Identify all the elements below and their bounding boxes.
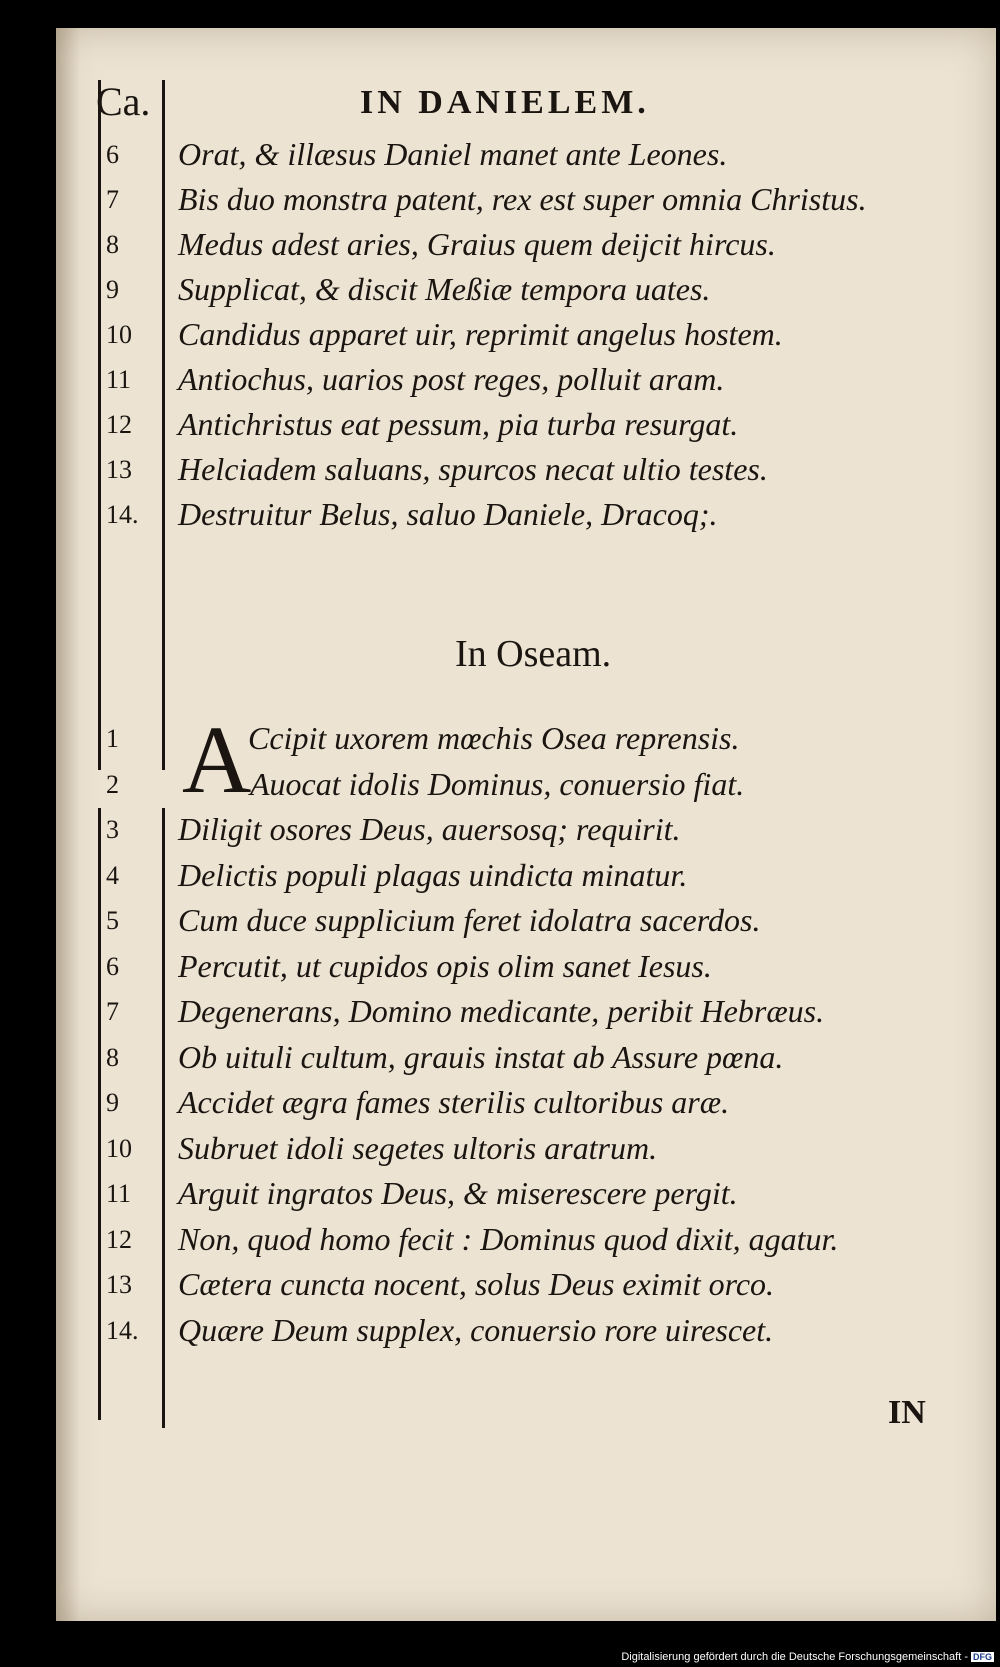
section-title: In Oseam. bbox=[455, 633, 612, 675]
osea-verse-line: Degenerans, Domino medicante, peribit Hebræus. bbox=[178, 993, 825, 1029]
osea-chapter-number: 1 bbox=[106, 724, 119, 753]
daniel-chapter-number: 6 bbox=[106, 140, 119, 169]
osea-chapter-number: 11 bbox=[106, 1179, 132, 1208]
osea-verse-line: Non, quod homo fecit : Dominus quod dixit, agatur. bbox=[178, 1220, 839, 1257]
daniel-chapter-number: 14. bbox=[106, 500, 139, 529]
osea-chapter-number: 5 bbox=[106, 906, 119, 935]
daniel-verse-line: Antichristus eat pessum, pia turba resurgat. bbox=[178, 406, 739, 442]
osea-verse-line: Percutit, ut cupidos opis olim sanet Iesus. bbox=[178, 947, 712, 984]
osea-chapter-number: 13 bbox=[106, 1270, 132, 1299]
catchword: IN bbox=[888, 1394, 926, 1431]
running-title: IN DANIELEM. bbox=[360, 84, 650, 121]
osea-verse-line: Subruet idoli segetes ultoris aratrum. bbox=[178, 1129, 658, 1166]
osea-chapter-number: 12 bbox=[106, 1224, 132, 1254]
osea-chapter-number: 3 bbox=[106, 815, 119, 844]
chapter-column-header: Ca. bbox=[96, 79, 151, 124]
daniel-chapter-number: 7 bbox=[106, 185, 119, 214]
osea-chapter-number: 2 bbox=[106, 769, 119, 799]
osea-chapter-number: 7 bbox=[106, 997, 119, 1026]
osea-chapter-number: 10 bbox=[106, 1133, 132, 1163]
daniel-chapter-number: 12 bbox=[106, 410, 132, 439]
daniel-verse-line: Bis duo monstra patent, rex est super omnia Christus. bbox=[178, 181, 867, 217]
daniel-verse-line: Helciadem saluans, spurcos necat ultio testes. bbox=[178, 451, 768, 487]
daniel-chapter-number: 8 bbox=[106, 230, 119, 259]
osea-verse-line: Quære Deum supplex, conuersio rore uirescet. bbox=[178, 1311, 774, 1348]
margin-rule-left bbox=[98, 80, 101, 770]
daniel-verse-line: Candidus apparet uir, reprimit angelus hostem. bbox=[178, 316, 783, 352]
osea-verse-line: Diligit osores Deus, auersosq; requirit. bbox=[178, 811, 681, 847]
daniel-verse-line: Supplicat, & discit Meßiæ tempora uates. bbox=[178, 271, 711, 307]
osea-verse-line: Delictis populi plagas uindicta minatur. bbox=[178, 856, 688, 893]
drop-capital: A bbox=[182, 706, 252, 813]
daniel-chapter-number: 11 bbox=[106, 365, 132, 394]
osea-verse-line: Cum duce supplicium feret idolatra sacerdos. bbox=[178, 902, 761, 938]
osea-verse-line: Accidet ægra fames sterilis cultoribus aræ. bbox=[178, 1084, 730, 1120]
osea-verse-line: Arguit ingratos Deus, & miserescere pergit. bbox=[178, 1175, 738, 1211]
osea-chapter-number: 4 bbox=[106, 860, 119, 890]
daniel-chapter-number: 9 bbox=[106, 275, 119, 304]
osea-verse-line: Cætera cuncta nocent, solus Deus eximit orco. bbox=[178, 1266, 775, 1302]
daniel-verse-line: Medus adest aries, Graius quem deijcit hircus. bbox=[178, 226, 776, 262]
osea-verse-line: Ccipit uxorem mœchis Osea reprensis. bbox=[248, 720, 740, 756]
osea-verse-line: Auocat idolis Dominus, conuersio fiat. bbox=[250, 765, 745, 802]
osea-chapter-number: 6 bbox=[106, 951, 119, 981]
margin-rule-right-lower bbox=[162, 808, 165, 1428]
margin-rule-right bbox=[162, 80, 165, 770]
daniel-verse-line: Destruitur Belus, saluo Daniele, Dracoq;. bbox=[178, 496, 718, 532]
daniel-chapter-number: 13 bbox=[106, 455, 132, 484]
footer-credit bbox=[621, 1651, 994, 1663]
osea-chapter-number: 14. bbox=[106, 1315, 139, 1345]
daniel-verse-line: Orat, & illæsus Daniel manet ante Leones. bbox=[178, 136, 728, 172]
dfg-logo: DFG bbox=[973, 1652, 992, 1662]
footer-text: Digitalisierung gefördert durch die Deutsche Forschungsgemeinschaft - bbox=[621, 1651, 968, 1663]
margin-rule-left-lower bbox=[98, 808, 101, 1420]
daniel-verse-line: Antiochus, uarios post reges, polluit aram. bbox=[178, 361, 725, 397]
osea-chapter-number: 9 bbox=[106, 1088, 119, 1117]
osea-chapter-number: 8 bbox=[106, 1042, 119, 1072]
osea-verse-line: Ob uituli cultum, grauis instat ab Assure pœna. bbox=[178, 1038, 784, 1075]
daniel-chapter-number: 10 bbox=[106, 320, 132, 349]
